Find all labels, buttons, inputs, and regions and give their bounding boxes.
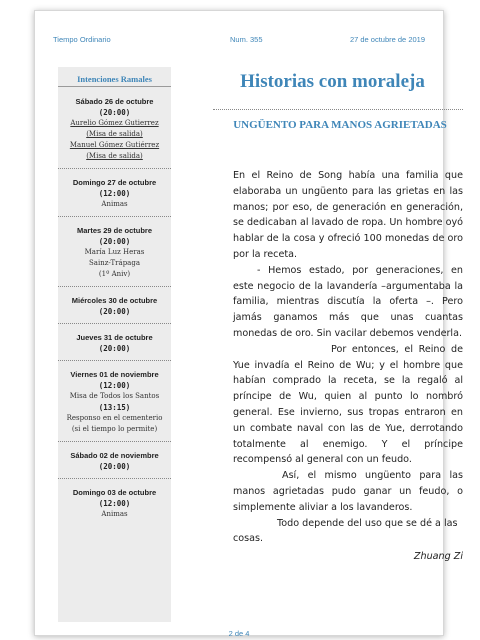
story-title: UNGÜENTO PARA MANOS AGRIETADAS <box>233 119 447 131</box>
season-label: Tiempo Ordinario <box>53 35 111 44</box>
intention-text: Sainz-Trápaga <box>88 259 141 267</box>
title-divider <box>213 109 463 110</box>
newsletter-page <box>34 10 464 638</box>
intention-text: Misa de Todos los Santos <box>69 392 160 400</box>
intention-day-heading: Miércoles 30 de octubre <box>71 296 158 305</box>
intention-day <box>58 450 171 472</box>
intention-day <box>58 332 171 354</box>
intention-time: (20:00) <box>98 462 131 471</box>
intention-text: Responso en el cementerio <box>66 414 163 422</box>
story-paragraph: Por entonces, el Reino de Yue invadía el Reino de Wu; y el hombre que habían comprado la receta, se la regaló al príncipe de Wu, quien al punto lo nombró general. Ese invierno, sus tropas entraron en un combate naval con las de Yue, derrotando totalmente al enemigo. Y el príncipe recompensó al general con un feudo. <box>233 343 463 466</box>
page-title: Historias con moraleja <box>240 71 425 92</box>
story-paragraph: Así, el mismo ungüento para las manos agrietadas pudo ganar un feudo, o simplemente aliviar a los lavanderos. <box>233 470 463 513</box>
intention-divider <box>58 478 171 479</box>
page-number: 2 de 4 <box>228 629 250 638</box>
story-paragraph: Todo depende del uso que se dé a las cosas. <box>233 517 458 545</box>
intention-day-heading: Martes 29 de octubre <box>76 226 153 235</box>
intention-day-heading: Jueves 31 de octubre <box>76 333 153 342</box>
story-paragraph: En el Reino de Song había una familia que elaboraba un ungüento para las grietas en las manos; por eso, de generación en generación, se dedicaban al lavado de ropa. Un hombre oyó hablar de la cosa y ofreció 100 monedas de oro por la receta. <box>233 170 464 260</box>
intention-day <box>58 177 171 210</box>
intention-text: Animas <box>101 200 128 208</box>
intentions-list <box>58 87 171 520</box>
intention-text: Animas <box>101 510 128 518</box>
intention-day-heading: Viernes 01 de noviembre <box>70 370 159 379</box>
intention-time: (12:00) <box>98 499 131 508</box>
intention-day <box>58 487 171 520</box>
intention-divider <box>58 441 171 442</box>
intention-text: Aurelio Gómez Gutierrez <box>70 119 159 127</box>
intention-text: María Luz Heras <box>84 248 145 256</box>
story-body <box>233 168 463 565</box>
intention-time: (20:00) <box>98 344 131 353</box>
intention-day <box>58 225 171 280</box>
intention-text: Manuel Gómez Gutiérrez <box>69 141 160 149</box>
sidebar-title: Intenciones Ramales <box>77 74 152 84</box>
issue-date: 27 de octubre de 2019 <box>349 35 425 44</box>
intention-day <box>58 96 171 162</box>
intention-time: (20:00) <box>98 307 131 316</box>
intention-day <box>58 295 171 317</box>
intention-day-heading: Domingo 27 de octubre <box>72 178 157 187</box>
intention-day <box>58 369 171 435</box>
intention-time: (12:00) <box>98 189 131 198</box>
intention-divider <box>58 286 171 287</box>
intention-time: (20:00) <box>98 108 131 117</box>
intention-divider <box>58 360 171 361</box>
intention-text: (Misa de salida) <box>86 152 143 160</box>
issue-number: Num. 355 <box>230 35 263 44</box>
intention-time: (20:00) <box>98 237 131 246</box>
intention-text: (1º Aniv) <box>98 270 131 278</box>
story-paragraph: - Hemos estado, por generaciones, en este negocio de la lavandería –argumentaba la familia, mientras discutía la oferta –. Pero jamás ganamos más que unas cuantas monedas de oro. Sin vacilar debemos venderla. <box>233 264 463 339</box>
intention-divider <box>58 216 171 217</box>
intention-day-heading: Domingo 03 de octubre <box>72 488 157 497</box>
intention-divider <box>58 168 171 169</box>
mass-intentions-sidebar <box>58 67 171 622</box>
intention-day-heading: Sábado 26 de octubre <box>75 97 154 106</box>
intention-time: (12:00) <box>98 381 131 390</box>
intention-text: (Misa de salida) <box>86 130 143 138</box>
intention-day-heading: Sábado 02 de noviembre <box>70 451 159 460</box>
intention-time: (13:15) <box>98 403 131 412</box>
story-author: Zhuang Zi <box>413 551 463 563</box>
intention-divider <box>58 323 171 324</box>
intention-text: (si el tiempo lo permite) <box>71 425 158 433</box>
